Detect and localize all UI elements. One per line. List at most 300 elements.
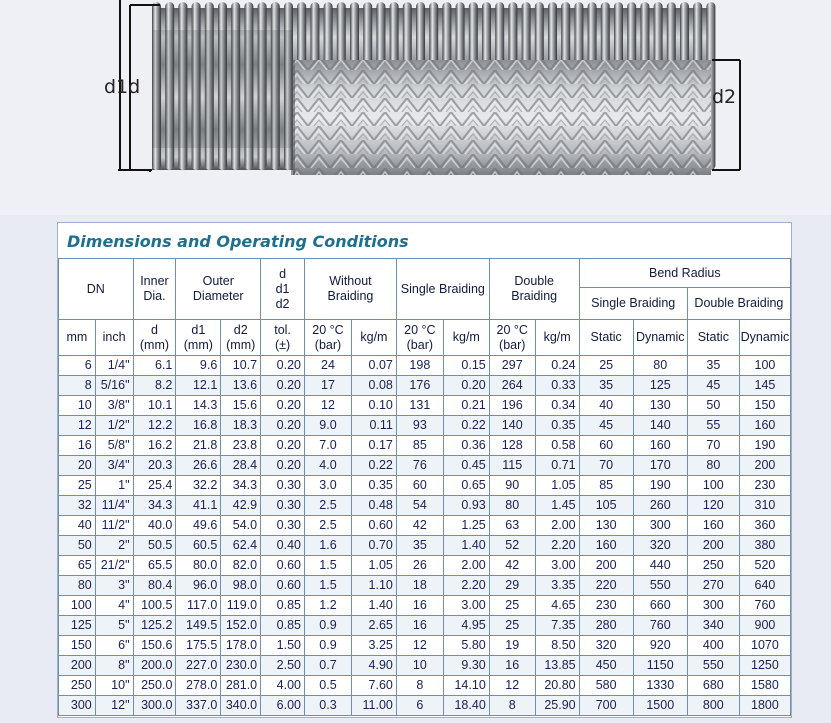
header-bend-radius: Bend Radius: [579, 259, 790, 288]
cell-double-bar: 52: [489, 536, 535, 556]
cell-outer-d2: 98.0: [221, 576, 261, 596]
cell-inner-d: 200.0: [133, 656, 176, 676]
cell-without-bar: 1.5: [305, 576, 352, 596]
cell-single-kgm: 0.21: [443, 396, 489, 416]
sub-bar-single: 20 °C (bar): [396, 320, 443, 356]
cell-without-kgm: 1.40: [351, 596, 396, 616]
cell-dn-inch: 10": [95, 676, 133, 696]
cell-bend-double-static: 250: [687, 556, 739, 576]
cell-without-kgm: 2.65: [351, 616, 396, 636]
cell-outer-d2: 54.0: [221, 516, 261, 536]
cell-without-kgm: 1.05: [351, 556, 396, 576]
cell-single-bar: 54: [396, 496, 443, 516]
cell-without-kgm: 0.60: [351, 516, 396, 536]
cell-tolerance: 0.20: [261, 356, 305, 376]
table-row: [59, 696, 791, 716]
cell-double-kgm: 25.90: [535, 696, 579, 716]
cell-single-kgm: 9.30: [443, 656, 489, 676]
cell-without-bar: 0.9: [305, 616, 352, 636]
cell-single-bar: 60: [396, 476, 443, 496]
corrugated-hose: [152, 2, 715, 175]
table-row: [59, 476, 791, 496]
cell-outer-d1: 16.8: [176, 416, 221, 436]
cell-single-kgm: 1.25: [443, 516, 489, 536]
cell-bend-single-static: 60: [579, 436, 633, 456]
cell-bend-single-dynamic: 760: [633, 616, 687, 636]
cell-tolerance: 0.20: [261, 456, 305, 476]
cell-dn-mm: 16: [59, 436, 96, 456]
cell-outer-d2: 34.3: [221, 476, 261, 496]
cell-tolerance: 0.60: [261, 556, 305, 576]
cell-single-bar: 35: [396, 536, 443, 556]
cell-dn-mm: 80: [59, 576, 96, 596]
cell-without-bar: 4.0: [305, 456, 352, 476]
cell-dn-mm: 40: [59, 516, 96, 536]
cell-double-kgm: 3.00: [535, 556, 579, 576]
sub-bar-double: 20 °C (bar): [489, 320, 535, 356]
cell-without-kgm: 7.60: [351, 676, 396, 696]
cell-single-bar: 176: [396, 376, 443, 396]
cell-without-bar: 1.5: [305, 556, 352, 576]
table-row: [59, 516, 791, 536]
cell-without-kgm: 0.07: [351, 356, 396, 376]
cell-single-kgm: 0.20: [443, 376, 489, 396]
cell-single-bar: 198: [396, 356, 443, 376]
cell-double-bar: 42: [489, 556, 535, 576]
cell-dn-inch: 3": [95, 576, 133, 596]
cell-inner-d: 34.3: [133, 496, 176, 516]
sub-d2: d2 (mm): [221, 320, 261, 356]
cell-single-bar: 12: [396, 636, 443, 656]
cell-tolerance: 0.20: [261, 436, 305, 456]
cell-tolerance: 0.30: [261, 516, 305, 536]
cell-double-bar: 63: [489, 516, 535, 536]
header-d2: d2: [275, 296, 290, 311]
cell-single-kgm: 2.00: [443, 556, 489, 576]
cell-dn-mm: 10: [59, 396, 96, 416]
cell-outer-d2: 119.0: [221, 596, 261, 616]
cell-outer-d1: 14.3: [176, 396, 221, 416]
cell-inner-d: 25.4: [133, 476, 176, 496]
cell-inner-d: 8.2: [133, 376, 176, 396]
cell-tolerance: 0.20: [261, 396, 305, 416]
cell-dn-inch: 5/16": [95, 376, 133, 396]
cell-bend-double-dynamic: 190: [739, 436, 790, 456]
cell-double-kgm: 0.34: [535, 396, 579, 416]
panel-title: Dimensions and Operating Conditions: [67, 232, 409, 251]
table-row: [59, 596, 791, 616]
cell-outer-d2: 281.0: [221, 676, 261, 696]
d2-label: d2: [712, 86, 737, 108]
cell-bend-single-static: 230: [579, 596, 633, 616]
cell-bend-single-static: 160: [579, 536, 633, 556]
cell-bend-double-dynamic: 900: [739, 616, 790, 636]
header-without-braiding: Without Braiding: [305, 259, 397, 320]
cell-bend-double-dynamic: 145: [739, 376, 790, 396]
table-row: [59, 436, 791, 456]
table-row: [59, 456, 791, 476]
cell-outer-d2: 10.7: [221, 356, 261, 376]
cell-bend-single-static: 70: [579, 456, 633, 476]
cell-single-kgm: 0.93: [443, 496, 489, 516]
cell-outer-d2: 152.0: [221, 616, 261, 636]
cell-single-bar: 42: [396, 516, 443, 536]
cell-outer-d2: 23.8: [221, 436, 261, 456]
cell-single-kgm: 14.10: [443, 676, 489, 696]
cell-double-bar: 140: [489, 416, 535, 436]
header-d1: d1: [275, 281, 290, 296]
cell-double-bar: 115: [489, 456, 535, 476]
cell-tolerance: 2.50: [261, 656, 305, 676]
cell-dn-mm: 32: [59, 496, 96, 516]
cell-outer-d2: 230.0: [221, 656, 261, 676]
cell-bend-single-static: 45: [579, 416, 633, 436]
cell-without-kgm: 0.70: [351, 536, 396, 556]
cell-dn-mm: 25: [59, 476, 96, 496]
cell-bend-double-dynamic: 380: [739, 536, 790, 556]
cell-dn-mm: 8: [59, 376, 96, 396]
cell-outer-d2: 82.0: [221, 556, 261, 576]
cell-dn-mm: 6: [59, 356, 96, 376]
cell-dn-mm: 300: [59, 696, 96, 716]
header-outer-diameter: Outer Diameter: [176, 259, 261, 320]
cell-bend-double-dynamic: 1580: [739, 676, 790, 696]
cell-dn-inch: 5/8": [95, 436, 133, 456]
cell-outer-d2: 28.4: [221, 456, 261, 476]
cell-double-kgm: 3.35: [535, 576, 579, 596]
cell-double-bar: 25: [489, 616, 535, 636]
cell-bend-single-dynamic: 80: [633, 356, 687, 376]
cell-dn-inch: 1": [95, 476, 133, 496]
cell-single-bar: 6: [396, 696, 443, 716]
cell-without-bar: 0.3: [305, 696, 352, 716]
cell-inner-d: 12.2: [133, 416, 176, 436]
spec-table-body: [59, 356, 791, 716]
cell-bend-double-dynamic: 200: [739, 456, 790, 476]
cell-double-kgm: 0.24: [535, 356, 579, 376]
table-row: [59, 616, 791, 636]
cell-bend-single-static: 85: [579, 476, 633, 496]
cell-inner-d: 16.2: [133, 436, 176, 456]
cell-bend-single-static: 130: [579, 516, 633, 536]
sub-static-double: Static: [687, 320, 739, 356]
table-row: [59, 676, 791, 696]
cell-double-bar: 25: [489, 596, 535, 616]
cell-without-bar: 9.0: [305, 416, 352, 436]
cell-bend-double-dynamic: 360: [739, 516, 790, 536]
cell-single-kgm: 0.36: [443, 436, 489, 456]
cell-bend-single-dynamic: 190: [633, 476, 687, 496]
table-row: [59, 636, 791, 656]
cell-outer-d2: 15.6: [221, 396, 261, 416]
cell-outer-d2: 18.3: [221, 416, 261, 436]
cell-outer-d1: 337.0: [176, 696, 221, 716]
cell-outer-d2: 178.0: [221, 636, 261, 656]
cell-bend-single-dynamic: 160: [633, 436, 687, 456]
cell-outer-d2: 42.9: [221, 496, 261, 516]
cell-single-kgm: 0.45: [443, 456, 489, 476]
hose-illustration: [0, 0, 831, 215]
cell-dn-mm: 200: [59, 656, 96, 676]
sub-kgm-single: kg/m: [443, 320, 489, 356]
cell-without-kgm: 0.17: [351, 436, 396, 456]
cell-bend-double-dynamic: 100: [739, 356, 790, 376]
cell-bend-double-static: 340: [687, 616, 739, 636]
header-double-braiding: Double Braiding: [489, 259, 579, 320]
cell-bend-single-static: 450: [579, 656, 633, 676]
cell-dn-mm: 150: [59, 636, 96, 656]
cell-bend-single-static: 40: [579, 396, 633, 416]
cell-single-bar: 76: [396, 456, 443, 476]
cell-tolerance: 6.00: [261, 696, 305, 716]
table-row: [59, 556, 791, 576]
cell-single-kgm: 18.40: [443, 696, 489, 716]
cell-double-bar: 80: [489, 496, 535, 516]
cell-single-kgm: 3.00: [443, 596, 489, 616]
cell-dn-inch: 5": [95, 616, 133, 636]
cell-without-kgm: 0.08: [351, 376, 396, 396]
cell-without-kgm: 0.11: [351, 416, 396, 436]
cell-bend-double-static: 120: [687, 496, 739, 516]
cell-bend-double-static: 550: [687, 656, 739, 676]
cell-outer-d1: 278.0: [176, 676, 221, 696]
cell-bend-single-dynamic: 660: [633, 596, 687, 616]
cell-double-bar: 128: [489, 436, 535, 456]
cell-outer-d1: 41.1: [176, 496, 221, 516]
cell-double-kgm: 0.33: [535, 376, 579, 396]
table-row: [59, 576, 791, 596]
cell-double-kgm: 0.58: [535, 436, 579, 456]
cell-bend-double-dynamic: 520: [739, 556, 790, 576]
cell-outer-d1: 149.5: [176, 616, 221, 636]
cell-bend-single-static: 220: [579, 576, 633, 596]
cell-bend-double-static: 55: [687, 416, 739, 436]
cell-without-bar: 3.0: [305, 476, 352, 496]
cell-without-kgm: 0.48: [351, 496, 396, 516]
cell-inner-d: 100.5: [133, 596, 176, 616]
cell-dn-inch: 3/8": [95, 396, 133, 416]
spec-panel: [57, 222, 792, 718]
cell-tolerance: 0.85: [261, 596, 305, 616]
cell-outer-d1: 32.2: [176, 476, 221, 496]
table-row: [59, 396, 791, 416]
cell-inner-d: 10.1: [133, 396, 176, 416]
cell-bend-single-dynamic: 130: [633, 396, 687, 416]
cell-bend-double-dynamic: 760: [739, 596, 790, 616]
cell-bend-single-dynamic: 320: [633, 536, 687, 556]
cell-double-bar: 12: [489, 676, 535, 696]
cell-dn-inch: 12": [95, 696, 133, 716]
cell-bend-single-dynamic: 550: [633, 576, 687, 596]
cell-inner-d: 20.3: [133, 456, 176, 476]
cell-bend-double-static: 680: [687, 676, 739, 696]
cell-without-kgm: 0.35: [351, 476, 396, 496]
cell-inner-d: 6.1: [133, 356, 176, 376]
cell-double-bar: 19: [489, 636, 535, 656]
cell-tolerance: 0.30: [261, 496, 305, 516]
cell-inner-d: 50.5: [133, 536, 176, 556]
cell-single-bar: 10: [396, 656, 443, 676]
table-row: [59, 356, 791, 376]
header-single-braiding: Single Braiding: [396, 259, 489, 320]
cell-bend-double-dynamic: 160: [739, 416, 790, 436]
cell-bend-single-dynamic: 440: [633, 556, 687, 576]
cell-dn-inch: 8": [95, 656, 133, 676]
header-bend-double: Double Braiding: [687, 288, 790, 320]
cell-dn-mm: 50: [59, 536, 96, 556]
cell-inner-d: 150.6: [133, 636, 176, 656]
cell-double-kgm: 1.45: [535, 496, 579, 516]
cell-single-bar: 16: [396, 596, 443, 616]
cell-bend-double-static: 270: [687, 576, 739, 596]
cell-single-bar: 16: [396, 616, 443, 636]
cell-bend-double-dynamic: 1070: [739, 636, 790, 656]
cell-bend-double-dynamic: 230: [739, 476, 790, 496]
cell-double-bar: 90: [489, 476, 535, 496]
header-d: d: [279, 266, 287, 281]
cell-outer-d1: 117.0: [176, 596, 221, 616]
cell-outer-d1: 12.1: [176, 376, 221, 396]
sub-kgm-double: kg/m: [535, 320, 579, 356]
cell-bend-double-static: 200: [687, 536, 739, 556]
cell-tolerance: 0.85: [261, 616, 305, 636]
cell-dn-mm: 65: [59, 556, 96, 576]
cell-single-kgm: 0.22: [443, 416, 489, 436]
cell-single-bar: 85: [396, 436, 443, 456]
cell-dn-inch: 2": [95, 536, 133, 556]
sub-dynamic-single: Dynamic: [633, 320, 687, 356]
cell-dn-inch: 1/2": [95, 416, 133, 436]
cell-outer-d2: 62.4: [221, 536, 261, 556]
table-row: [59, 536, 791, 556]
cell-bend-double-dynamic: 640: [739, 576, 790, 596]
cell-dn-inch: 3/4": [95, 456, 133, 476]
cell-outer-d1: 175.5: [176, 636, 221, 656]
cell-without-bar: 2.5: [305, 496, 352, 516]
cell-bend-double-static: 50: [687, 396, 739, 416]
cell-without-kgm: 1.10: [351, 576, 396, 596]
cell-single-kgm: 0.15: [443, 356, 489, 376]
cell-single-kgm: 0.65: [443, 476, 489, 496]
cell-bend-single-static: 580: [579, 676, 633, 696]
sub-dynamic-double: Dynamic: [739, 320, 790, 356]
sub-tol: tol. (±): [261, 320, 305, 356]
cell-single-bar: 8: [396, 676, 443, 696]
cell-double-kgm: 0.35: [535, 416, 579, 436]
cell-double-kgm: 4.65: [535, 596, 579, 616]
cell-without-kgm: 11.00: [351, 696, 396, 716]
cell-outer-d1: 80.0: [176, 556, 221, 576]
cell-double-bar: 8: [489, 696, 535, 716]
cell-single-bar: 26: [396, 556, 443, 576]
cell-dn-inch: 1/4": [95, 356, 133, 376]
cell-outer-d1: 26.6: [176, 456, 221, 476]
sub-bar-without: 20 °C (bar): [305, 320, 352, 356]
cell-double-kgm: 13.85: [535, 656, 579, 676]
cell-without-bar: 1.2: [305, 596, 352, 616]
cell-bend-single-dynamic: 140: [633, 416, 687, 436]
cell-dn-mm: 100: [59, 596, 96, 616]
cell-double-kgm: 1.05: [535, 476, 579, 496]
cell-outer-d1: 227.0: [176, 656, 221, 676]
cell-double-bar: 196: [489, 396, 535, 416]
cell-without-bar: 0.5: [305, 676, 352, 696]
cell-tolerance: 1.50: [261, 636, 305, 656]
cell-tolerance: 0.40: [261, 536, 305, 556]
cell-bend-double-static: 80: [687, 456, 739, 476]
cell-bend-single-static: 700: [579, 696, 633, 716]
sub-static-single: Static: [579, 320, 633, 356]
cell-double-bar: 297: [489, 356, 535, 376]
hose-drawing: [0, 0, 831, 215]
cell-bend-single-dynamic: 1500: [633, 696, 687, 716]
sub-d: d (mm): [133, 320, 176, 356]
cell-double-kgm: 0.71: [535, 456, 579, 476]
cell-bend-single-static: 35: [579, 376, 633, 396]
header-dn: DN: [59, 259, 134, 320]
cell-without-bar: 12: [305, 396, 352, 416]
cell-inner-d: 65.5: [133, 556, 176, 576]
cell-outer-d2: 13.6: [221, 376, 261, 396]
cell-single-kgm: 1.40: [443, 536, 489, 556]
cell-bend-double-dynamic: 310: [739, 496, 790, 516]
cell-without-kgm: 3.25: [351, 636, 396, 656]
cell-single-bar: 131: [396, 396, 443, 416]
cell-dn-mm: 125: [59, 616, 96, 636]
cell-bend-double-dynamic: 1250: [739, 656, 790, 676]
cell-double-kgm: 7.35: [535, 616, 579, 636]
cell-bend-single-static: 200: [579, 556, 633, 576]
cell-tolerance: 4.00: [261, 676, 305, 696]
cell-bend-single-static: 105: [579, 496, 633, 516]
cell-bend-double-dynamic: 1800: [739, 696, 790, 716]
cell-bend-single-dynamic: 920: [633, 636, 687, 656]
cell-without-bar: 1.6: [305, 536, 352, 556]
cell-double-bar: 264: [489, 376, 535, 396]
cell-single-bar: 18: [396, 576, 443, 596]
cell-single-kgm: 2.20: [443, 576, 489, 596]
cell-bend-single-static: 25: [579, 356, 633, 376]
cell-bend-double-static: 100: [687, 476, 739, 496]
cell-dn-inch: 21/2": [95, 556, 133, 576]
cell-double-kgm: 20.80: [535, 676, 579, 696]
cell-inner-d: 125.2: [133, 616, 176, 636]
cell-single-bar: 93: [396, 416, 443, 436]
cell-dn-inch: 6": [95, 636, 133, 656]
cell-outer-d1: 21.8: [176, 436, 221, 456]
cell-bend-double-static: 160: [687, 516, 739, 536]
cell-bend-double-static: 45: [687, 376, 739, 396]
cell-inner-d: 250.0: [133, 676, 176, 696]
cell-tolerance: 0.20: [261, 416, 305, 436]
cell-without-bar: 0.9: [305, 636, 352, 656]
cell-bend-double-static: 800: [687, 696, 739, 716]
cell-bend-single-dynamic: 170: [633, 456, 687, 476]
cell-tolerance: 0.60: [261, 576, 305, 596]
cell-dn-inch: 11/4": [95, 496, 133, 516]
cell-double-kgm: 2.00: [535, 516, 579, 536]
cell-dn-mm: 250: [59, 676, 96, 696]
sub-inch: inch: [95, 320, 133, 356]
table-row: [59, 656, 791, 676]
cell-single-kgm: 4.95: [443, 616, 489, 636]
cell-bend-single-dynamic: 300: [633, 516, 687, 536]
cell-without-bar: 2.5: [305, 516, 352, 536]
cell-without-kgm: 0.10: [351, 396, 396, 416]
header-inner-dia: Inner Dia.: [133, 259, 176, 320]
cell-bend-single-dynamic: 1330: [633, 676, 687, 696]
cell-without-bar: 0.7: [305, 656, 352, 676]
